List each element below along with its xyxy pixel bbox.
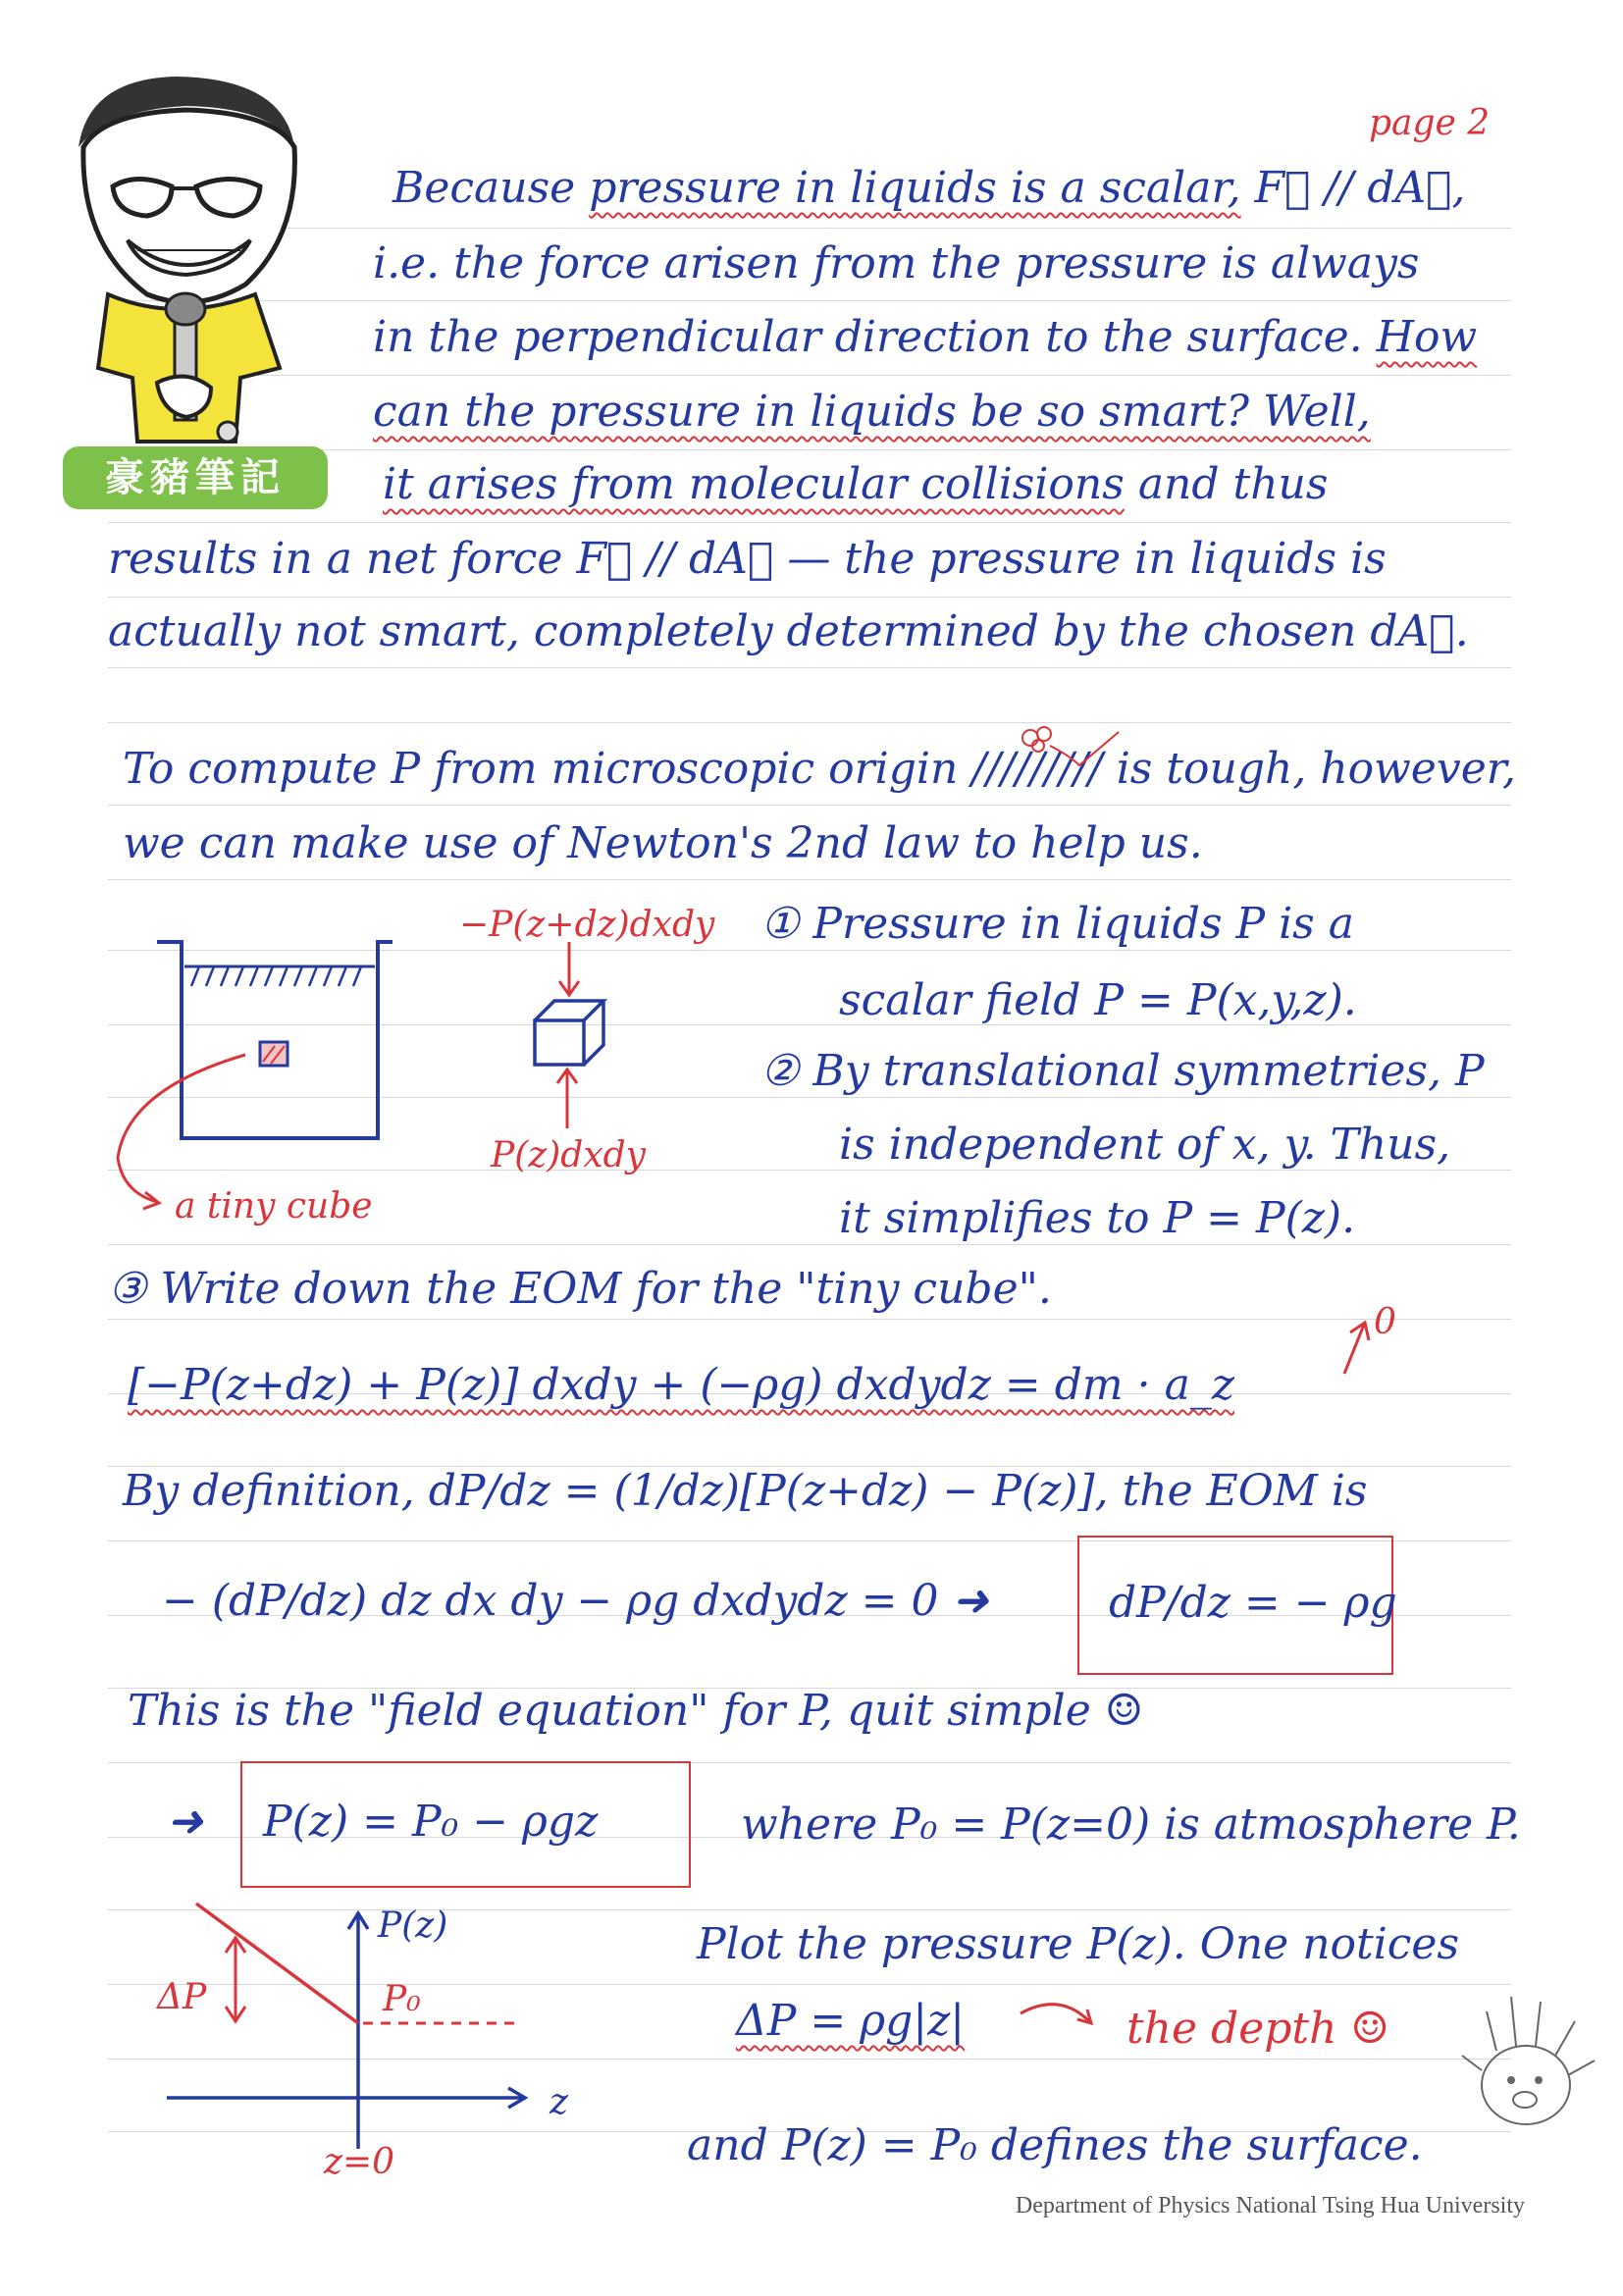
paragraph1-line7: actually not smart, completely determined by the chosen dA⃗.: [108, 606, 1469, 656]
author-badge: 豪豬筆記: [63, 446, 328, 509]
paragraph1-line1-highlight: pressure in liquids is a scalar,: [589, 163, 1241, 213]
bottom-force-label: P(z)dxdy: [491, 1135, 647, 1175]
definition-line: By definition, dP/dz = (1/dz)[P(z+dz) − P(z)], the EOM is: [123, 1466, 1368, 1516]
zero-acceleration-label: 0: [1374, 1302, 1396, 1342]
plot-note-depth-equation: ΔP = ρg|z|: [736, 1996, 966, 2046]
plot-note-depth-label: the depth ☺: [1126, 2004, 1389, 2054]
field-equation-note: This is the "field equation" for P, quit simple ☺: [128, 1686, 1144, 1736]
plot-origin-label: z=0: [324, 2142, 395, 2182]
paragraph2-line2: we can make use of Newton's 2nd law to help us.: [123, 818, 1203, 868]
point3: ③ Write down the EOM for the "tiny cube".: [108, 1264, 1052, 1314]
paragraph1-line1-a: Because: [393, 163, 590, 213]
paragraph1-line3-highlight: How: [1376, 312, 1478, 362]
boxed-result: dP/dz = − ρg: [1109, 1578, 1397, 1628]
footer-institution: Department of Physics National Tsing Hua University: [1015, 2193, 1525, 2218]
point1-line2: scalar field P = P(x,y,z).: [839, 975, 1357, 1025]
point1-line1: ① Pressure in liquids P is a: [760, 899, 1354, 949]
eom-second-form: − (dP/dz) dz dx dy − ρg dxdydz = 0 ➜: [162, 1576, 989, 1626]
top-force-label: −P(z+dz)dxdy: [459, 905, 715, 945]
paragraph1-line1-c: F⃗ // dA⃗,: [1240, 163, 1466, 213]
paragraph1-line4: can the pressure in liquids be so smart? Well,: [373, 387, 1371, 437]
point2-line2: is independent of x, y. Thus,: [839, 1120, 1451, 1170]
plot-note-line3: and P(z) = P₀ defines the surface.: [687, 2120, 1423, 2170]
solution-equation: P(z) = P₀ − ρgz: [263, 1797, 599, 1847]
paragraph2-line1: To compute P from microscopic origin ///////// is tough, however,: [123, 744, 1516, 794]
paragraph1-line5-highlight: it arises from molecular collisions: [383, 459, 1125, 509]
paragraph1-line3-a: in the perpendicular direction to the surface.: [373, 312, 1377, 362]
page-number: page 2: [1369, 103, 1491, 143]
paragraph1-line5-b: and thus: [1124, 459, 1329, 509]
point2-line3: it simplifies to P = P(z).: [839, 1193, 1356, 1243]
point2-line1: ② By translational symmetries, P: [760, 1046, 1485, 1096]
plot-p0-label: P₀: [383, 1979, 421, 2019]
plot-delta-label: ΔP: [157, 1977, 207, 2017]
paragraph1-line2: i.e. the force arisen from the pressure is always: [373, 238, 1420, 288]
solution-note: where P₀ = P(z=0) is atmosphere P.: [741, 1800, 1521, 1850]
tiny-cube-caption: a tiny cube: [175, 1186, 373, 1226]
paragraph1-line6: results in a net force F⃗ // dA⃗ — the pressure in liquids is: [108, 534, 1387, 584]
eom-equation: [−P(z+dz) + P(z)] dxdy + (−ρg) dxdydz = dm · a_z: [128, 1360, 1234, 1410]
plot-y-axis-label: P(z): [378, 1905, 448, 1946]
solution-arrow: ➜: [167, 1797, 203, 1847]
plot-x-axis-label: z: [550, 2082, 568, 2122]
plot-note-line1: Plot the pressure P(z). One notices: [697, 1919, 1460, 1969]
